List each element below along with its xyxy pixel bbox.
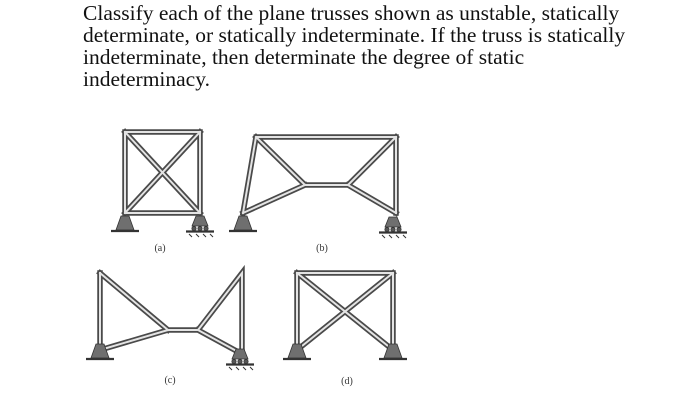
truss-b-roller-support (379, 217, 407, 238)
truss-b (229, 137, 407, 254)
caption-d: (d) (341, 376, 353, 387)
caption-b: (b) (316, 243, 328, 254)
truss-d (283, 273, 407, 387)
truss-c-members (100, 273, 242, 354)
truss-c-roller-support (226, 349, 254, 370)
truss-c (86, 273, 254, 386)
caption-a: (a) (154, 243, 166, 254)
truss-b-members (243, 137, 396, 213)
problem-line-1: Classify each of the plane trusses shown as unstable, statically (83, 1, 620, 25)
problem-line-3: indeterminate, then determinate the degree of static (83, 45, 525, 69)
truss-a (111, 132, 214, 254)
truss-b-pin-support (229, 216, 257, 231)
truss-a-pin-support (111, 216, 139, 231)
caption-c: (c) (164, 375, 176, 386)
truss-a-roller-support (186, 216, 214, 237)
truss-d-left-pin-support (283, 344, 311, 359)
truss-d-right-pin-support (379, 344, 407, 359)
truss-a-members (125, 132, 200, 213)
problem-line-2: determinate, or statically indeterminate. If the truss is statically (83, 23, 626, 47)
truss-d-members (297, 273, 393, 350)
problem-line-4: indeterminacy. (83, 67, 210, 91)
